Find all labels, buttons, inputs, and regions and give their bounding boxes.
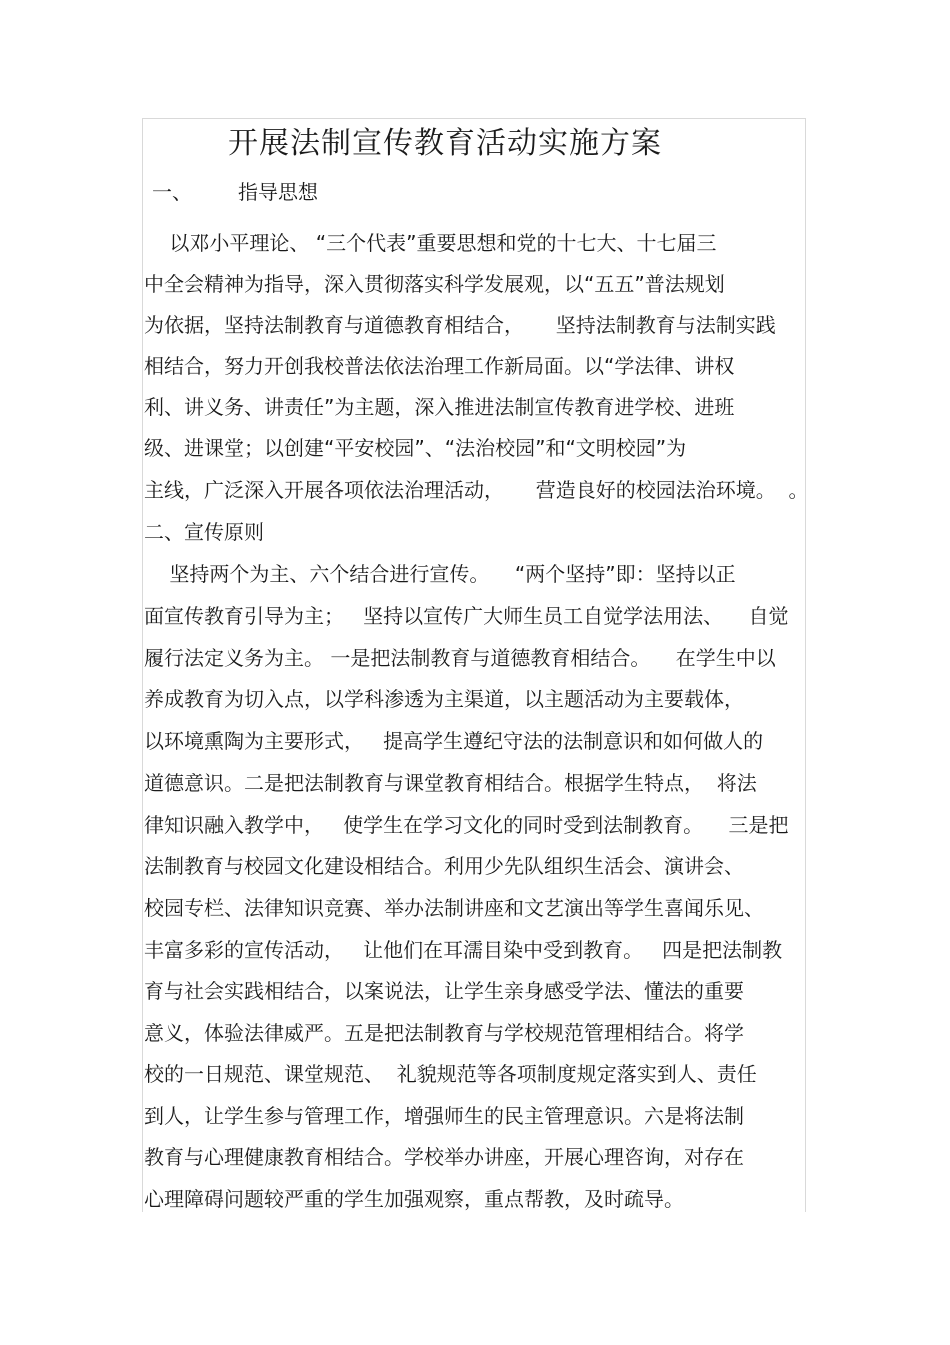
paragraph-line: 中全会精神为指导，深入贯彻落实科学发展观，以“五五”普法规划 xyxy=(144,272,725,296)
paragraph-line: 利、讲义务、讲责任”为主题，深入推进法制宣传教育进学校、进班 xyxy=(144,395,735,419)
paragraph-line: 丰富多彩的宣传活动， 让他们在耳濡目染中受到教育。 四是把法制教 xyxy=(144,938,783,962)
paragraph-line: 级、进课堂；以创建“平安校园”、“法治校园”和“文明校园”为 xyxy=(144,436,687,460)
paragraph-line: 以环境熏陶为主要形式， 提高学生遵纪守法的法制意识和如何做人的 xyxy=(144,729,764,753)
paragraph-line: 到人，让学生参与管理工作，增强师生的民主管理意识。六是将法制 xyxy=(144,1104,744,1128)
paragraph-line: 面宣传教育引导为主； 坚持以宣传广大师生员工自觉学法用法、 自觉 xyxy=(144,604,789,628)
paragraph-line: 坚持两个为主、六个结合进行宣传。 “两个坚持”即：坚持以正 xyxy=(144,562,736,586)
paragraph-line: 主线，广泛深入开展各项依法治理活动， 营造良好的校园法治环境。 。 xyxy=(144,478,809,502)
paragraph-line: 养成教育为切入点，以学科渗透为主渠道，以主题活动为主要载体， xyxy=(144,687,744,711)
document-title: 开展法制宣传教育活动实施方案 xyxy=(228,126,662,161)
paragraph-line: 律知识融入教学中， 使学生在学习文化的同时受到法制教育。 三是把 xyxy=(144,813,789,837)
paragraph-line: 以邓小平理论、 “三个代表”重要思想和党的十七大、十七届三 xyxy=(144,231,717,255)
paragraph-line: 校的一日规范、课堂规范、 礼貌规范等各项制度规定落实到人、责任 xyxy=(144,1062,757,1086)
paragraph-line: 相结合，努力开创我校普法依法治理工作新局面。以“学法律、讲权 xyxy=(144,354,735,378)
paragraph-line: 为依据，坚持法制教育与道德教育相结合， 坚持法制教育与法制实践 xyxy=(144,313,776,337)
section-2-heading: 二、宣传原则 xyxy=(144,520,264,544)
paragraph-line: 教育与心理健康教育相结合。学校举办讲座，开展心理咨询，对存在 xyxy=(144,1145,744,1169)
paragraph-line: 意义，体验法律威严。五是把法制教育与学校规范管理相结合。将学 xyxy=(144,1021,744,1045)
paragraph-line: 育与社会实践相结合，以案说法，让学生亲身感受学法、懂法的重要 xyxy=(144,979,744,1003)
paragraph-line: 道德意识。二是把法制教育与课堂教育相结合。根据学生特点， 将法 xyxy=(144,771,757,795)
section-1-number: 一、 xyxy=(152,180,192,204)
paragraph-line: 心理障碍问题较严重的学生加强观察，重点帮教，及时疏导。 xyxy=(144,1187,684,1211)
paragraph-line: 校园专栏、法律知识竞赛、举办法制讲座和文艺演出等学生喜闻乐见、 xyxy=(144,896,764,920)
paragraph-line: 履行法定义务为主。 一是把法制教育与道德教育相结合。 在学生中以 xyxy=(144,646,776,670)
section-1-title: 指导思想 xyxy=(238,180,318,204)
paragraph-line: 法制教育与校园文化建设相结合。利用少先队组织生活会、演讲会、 xyxy=(144,854,744,878)
